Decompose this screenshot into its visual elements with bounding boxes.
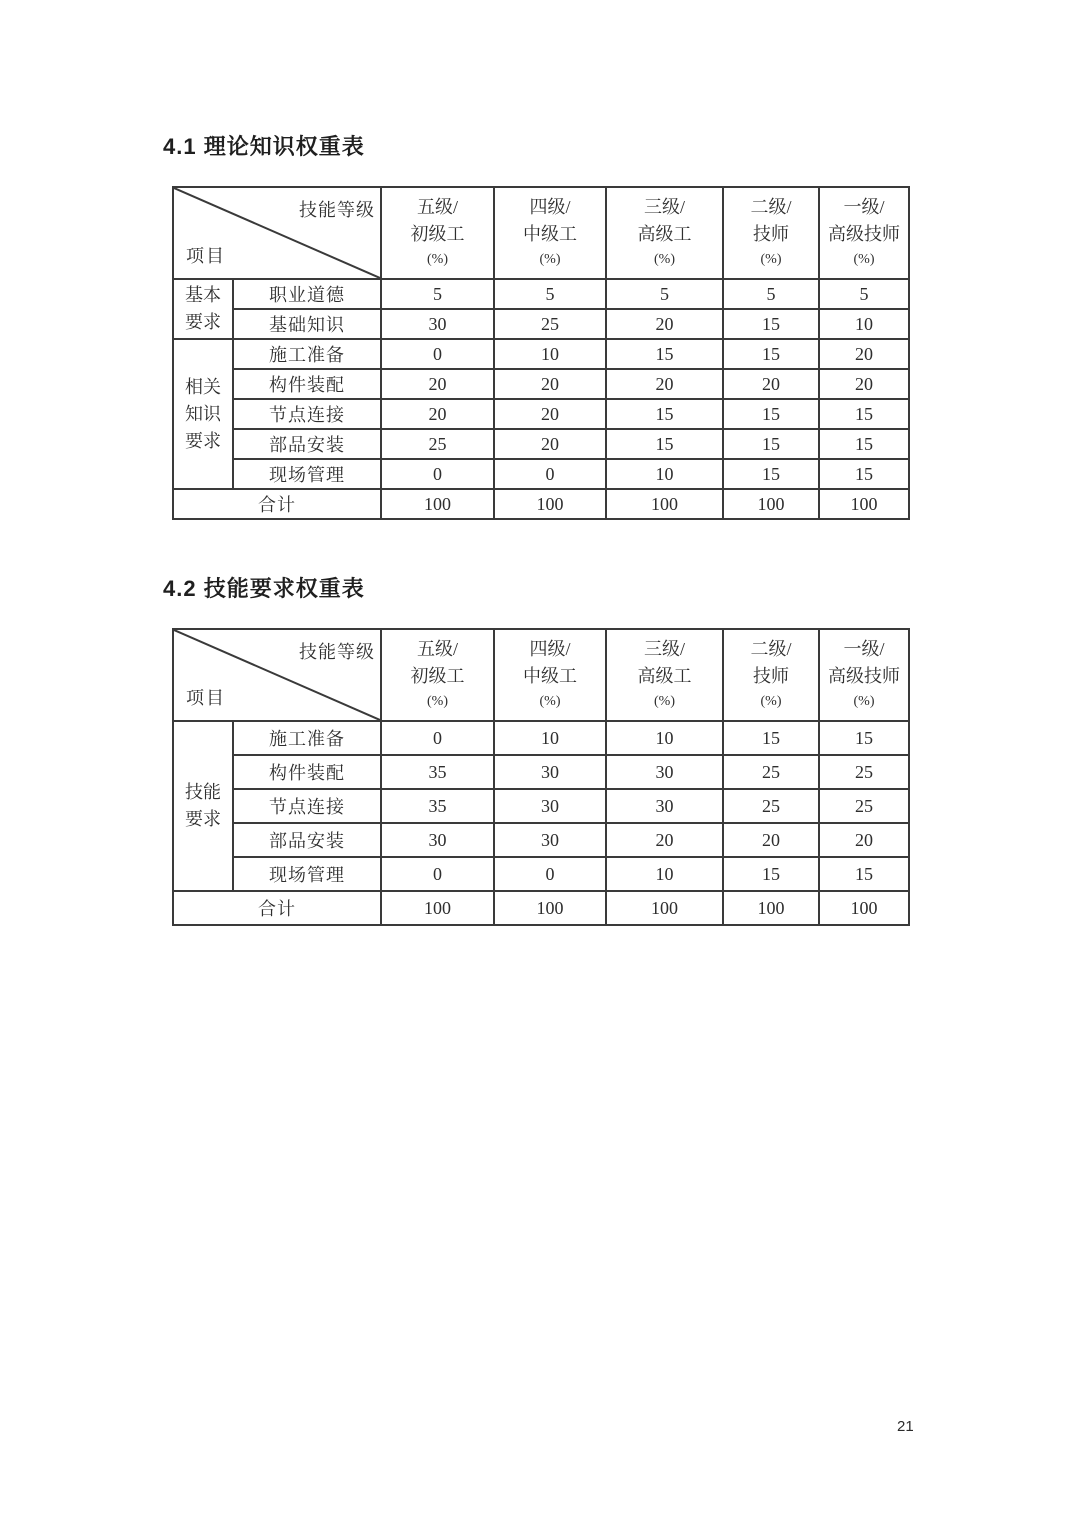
- percent-label: (%): [760, 252, 782, 267]
- value-cell: 30: [381, 823, 494, 857]
- value-cell: 15: [819, 857, 909, 891]
- value-cell: 5: [381, 279, 494, 309]
- total-value-cell: 100: [381, 489, 494, 519]
- value-cell: 15: [723, 399, 819, 429]
- value-cell: 0: [494, 459, 606, 489]
- level-label-line: 高级技师: [828, 224, 900, 244]
- value-cell: 25: [819, 755, 909, 789]
- value-cell: 25: [819, 789, 909, 823]
- value-cell: 15: [819, 429, 909, 459]
- level-label-line: 初级工: [410, 666, 465, 686]
- item-cell: 构件装配: [233, 755, 381, 789]
- item-cell: 构件装配: [233, 369, 381, 399]
- section-title-theory: 4.1 理论知识权重表: [163, 134, 365, 159]
- value-cell: 15: [723, 309, 819, 339]
- total-value-cell: 100: [606, 489, 723, 519]
- table-row: [173, 857, 909, 891]
- percent-label: (%): [427, 252, 448, 267]
- total-label-cell: 合计: [173, 489, 381, 519]
- section-title-skills: 4.2 技能要求权重表: [163, 576, 365, 601]
- total-value-cell: 100: [723, 489, 819, 519]
- value-cell: 20: [819, 339, 909, 369]
- level-header-cell-1: [494, 187, 606, 279]
- value-cell: 15: [606, 429, 723, 459]
- level-label-line: 高级工: [637, 666, 692, 686]
- value-cell: 20: [381, 399, 494, 429]
- value-cell: 15: [606, 339, 723, 369]
- value-cell: 25: [381, 429, 494, 459]
- value-cell: 15: [723, 459, 819, 489]
- level-header-cell-3: [723, 187, 819, 279]
- value-cell: 5: [819, 279, 909, 309]
- value-cell: 25: [723, 789, 819, 823]
- table-row: [173, 721, 909, 755]
- group-label-cell: 基本 要求: [173, 279, 233, 339]
- skills-weight-table: [172, 628, 910, 926]
- level-header-cell-4: [819, 187, 909, 279]
- percent-label: (%): [654, 252, 675, 267]
- value-cell: 5: [494, 279, 606, 309]
- table-row: [173, 755, 909, 789]
- value-cell: 25: [494, 309, 606, 339]
- value-cell: 10: [819, 309, 909, 339]
- value-cell: 15: [819, 459, 909, 489]
- value-cell: 15: [819, 721, 909, 755]
- total-label-cell: 合计: [173, 891, 381, 925]
- value-cell: 20: [819, 369, 909, 399]
- corner-label-item: 项目: [186, 688, 226, 708]
- value-cell: 5: [723, 279, 819, 309]
- level-header-cell-3: [723, 629, 819, 721]
- value-cell: 20: [723, 369, 819, 399]
- value-cell: 20: [723, 823, 819, 857]
- value-cell: 20: [606, 823, 723, 857]
- item-cell: 节点连接: [233, 789, 381, 823]
- value-cell: 20: [494, 399, 606, 429]
- header-row: [173, 629, 909, 721]
- level-header-cell-0: [381, 187, 494, 279]
- corner-label-skill-level: 技能等级: [299, 200, 375, 220]
- corner-cell: [173, 187, 381, 279]
- level-header-cell-2: [606, 629, 723, 721]
- value-cell: 10: [494, 339, 606, 369]
- item-cell: 施工准备: [233, 721, 381, 755]
- level-header-cell-4: [819, 629, 909, 721]
- level-label-line: 高级工: [637, 224, 692, 244]
- table-row: [173, 823, 909, 857]
- total-value-cell: 100: [819, 891, 909, 925]
- value-cell: 30: [381, 309, 494, 339]
- total-value-cell: 100: [723, 891, 819, 925]
- value-cell: 15: [723, 339, 819, 369]
- value-cell: 20: [606, 309, 723, 339]
- total-value-cell: 100: [494, 489, 606, 519]
- theory-weight-table: [172, 186, 910, 520]
- level-label-line: 四级/: [529, 197, 571, 217]
- value-cell: 10: [606, 721, 723, 755]
- total-value-cell: 100: [381, 891, 494, 925]
- header-row: [173, 187, 909, 279]
- value-cell: 30: [606, 755, 723, 789]
- value-cell: 30: [494, 789, 606, 823]
- level-label-line: 五级/: [416, 197, 458, 217]
- value-cell: 15: [606, 399, 723, 429]
- value-cell: 15: [819, 399, 909, 429]
- level-label-line: 技师: [753, 224, 789, 244]
- value-cell: 30: [606, 789, 723, 823]
- level-label-line: 中级工: [523, 666, 577, 686]
- level-label-line: 一级/: [843, 639, 885, 659]
- level-label-line: 四级/: [529, 639, 571, 659]
- value-cell: 10: [606, 459, 723, 489]
- value-cell: 0: [381, 721, 494, 755]
- value-cell: 15: [723, 429, 819, 459]
- item-cell: 节点连接: [233, 399, 381, 429]
- table-row: [173, 429, 909, 459]
- level-label-line: 二级/: [750, 197, 792, 217]
- value-cell: 0: [381, 857, 494, 891]
- table-row: [173, 459, 909, 489]
- level-label-line: 中级工: [523, 224, 577, 244]
- value-cell: 15: [723, 721, 819, 755]
- percent-label: (%): [853, 252, 875, 267]
- level-label-line: 技师: [753, 666, 789, 686]
- total-row: [173, 891, 909, 925]
- value-cell: 30: [494, 823, 606, 857]
- value-cell: 20: [494, 369, 606, 399]
- level-header-cell-2: [606, 187, 723, 279]
- table-row: [173, 369, 909, 399]
- value-cell: 0: [381, 459, 494, 489]
- percent-label: (%): [539, 694, 561, 709]
- level-label-line: 五级/: [416, 639, 458, 659]
- item-cell: 施工准备: [233, 339, 381, 369]
- value-cell: 35: [381, 789, 494, 823]
- percent-label: (%): [427, 694, 448, 709]
- total-value-cell: 100: [494, 891, 606, 925]
- value-cell: 25: [723, 755, 819, 789]
- item-cell: 现场管理: [233, 857, 381, 891]
- item-cell: 现场管理: [233, 459, 381, 489]
- level-label-line: 一级/: [843, 197, 885, 217]
- corner-label-item: 项目: [186, 246, 226, 266]
- total-row: [173, 489, 909, 519]
- group-label-cell: 相关 知识 要求: [173, 339, 233, 489]
- value-cell: 35: [381, 755, 494, 789]
- group-label-cell: 技能 要求: [173, 721, 233, 891]
- item-cell: 部品安装: [233, 429, 381, 459]
- item-cell: 基础知识: [233, 309, 381, 339]
- level-label-line: 三级/: [643, 639, 685, 659]
- value-cell: 20: [494, 429, 606, 459]
- level-header-cell-0: [381, 629, 494, 721]
- level-label-line: 三级/: [643, 197, 685, 217]
- value-cell: 20: [381, 369, 494, 399]
- corner-label-skill-level: 技能等级: [299, 642, 375, 662]
- value-cell: 0: [494, 857, 606, 891]
- item-cell: 职业道德: [233, 279, 381, 309]
- level-label-line: 初级工: [410, 224, 465, 244]
- table-row: [173, 339, 909, 369]
- value-cell: 20: [606, 369, 723, 399]
- level-header-cell-1: [494, 629, 606, 721]
- percent-label: (%): [760, 694, 782, 709]
- total-value-cell: 100: [819, 489, 909, 519]
- value-cell: 5: [606, 279, 723, 309]
- value-cell: 0: [381, 339, 494, 369]
- level-label-line: 高级技师: [828, 666, 900, 686]
- table-row: [173, 309, 909, 339]
- value-cell: 30: [494, 755, 606, 789]
- percent-label: (%): [853, 694, 875, 709]
- value-cell: 20: [819, 823, 909, 857]
- value-cell: 10: [494, 721, 606, 755]
- total-value-cell: 100: [606, 891, 723, 925]
- value-cell: 15: [723, 857, 819, 891]
- corner-cell: [173, 629, 381, 721]
- table-row: [173, 279, 909, 309]
- page-number: 21: [897, 1418, 914, 1435]
- level-label-line: 二级/: [750, 639, 792, 659]
- item-cell: 部品安装: [233, 823, 381, 857]
- value-cell: 10: [606, 857, 723, 891]
- percent-label: (%): [539, 252, 561, 267]
- table-row: [173, 789, 909, 823]
- table-row: [173, 399, 909, 429]
- percent-label: (%): [654, 694, 675, 709]
